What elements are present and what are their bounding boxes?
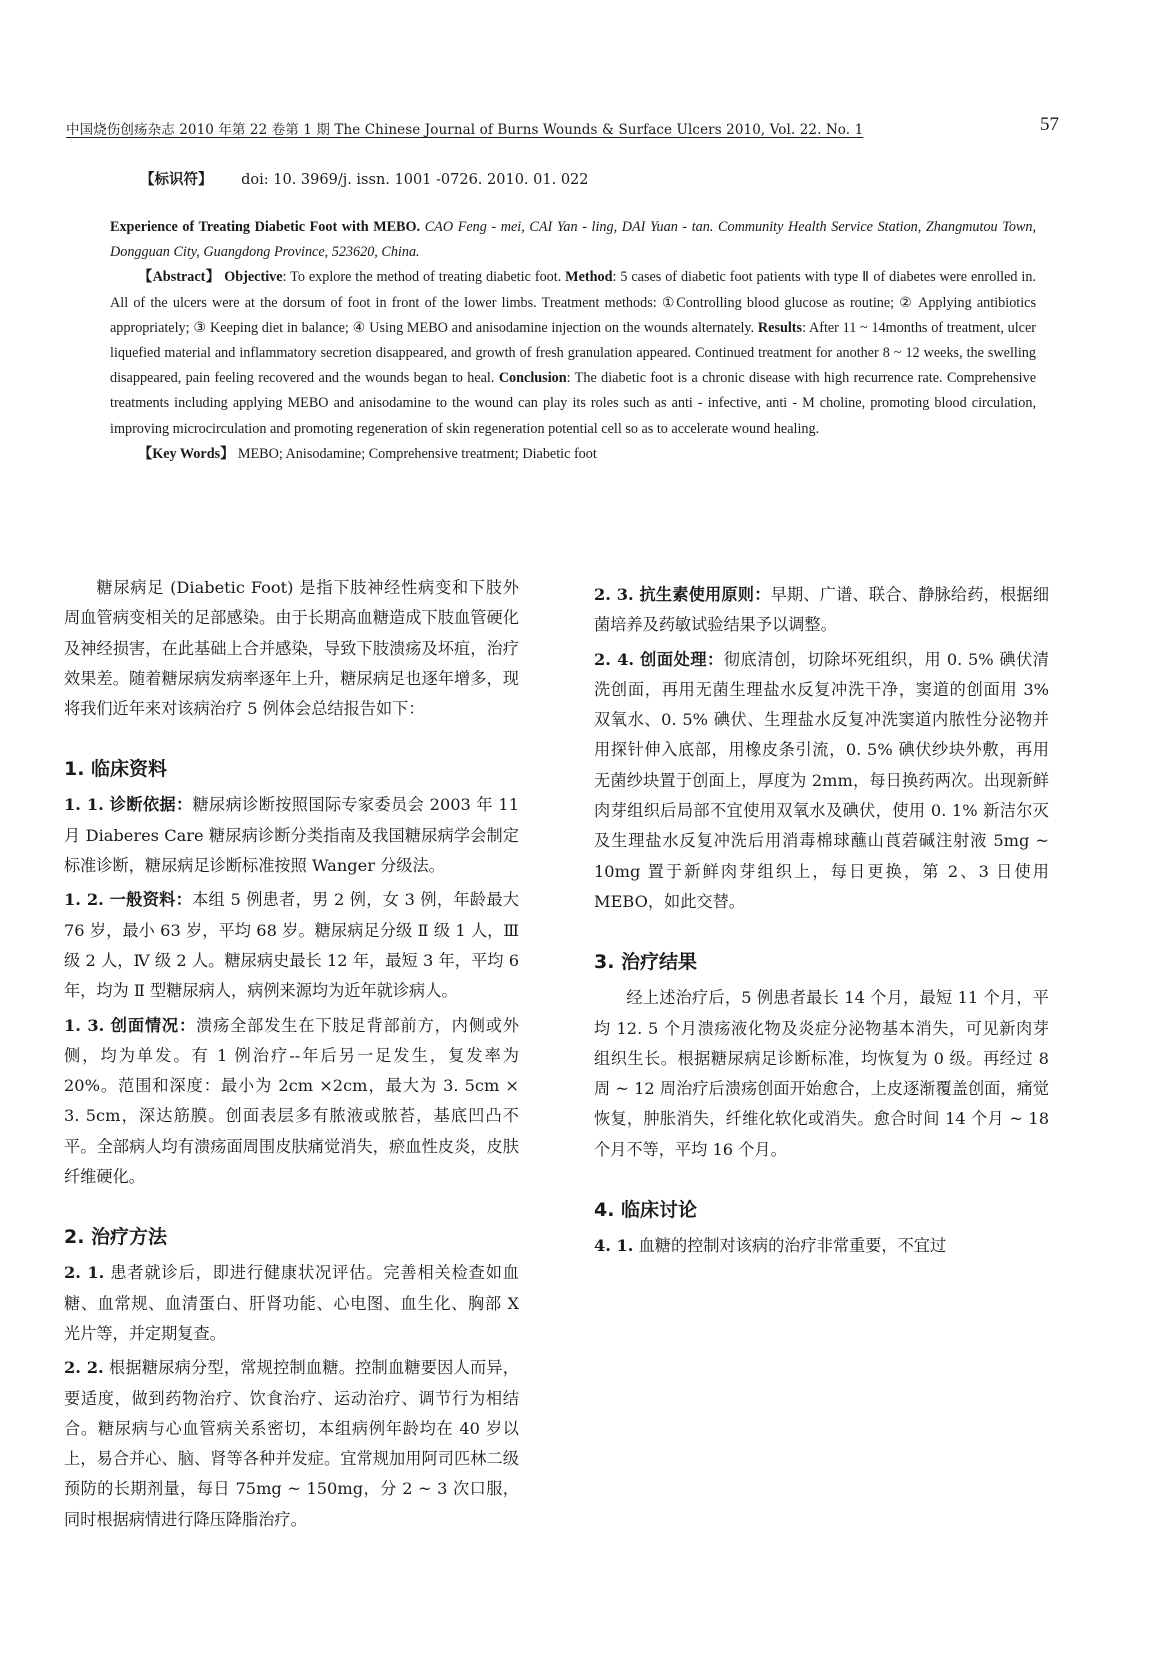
- section-4-1: [594, 1231, 1049, 1261]
- section-2-2-label: 2. 2.: [64, 1358, 104, 1378]
- doi-line: [140, 168, 589, 189]
- page-number: 57: [1040, 114, 1059, 135]
- section-2-2-text: 根据糖尿病分型，常规控制血糖。控制血糖要因人而异，要适度，做到药物治疗、饮食治疗、运动治疗、调节行为相结合。糖尿病与心血管病关系密切，本组病例年龄均在 40 岁以上，易合并心、脑、肾等各种并发症。宜常规加用阿司匹林二级预防的长期剂量，每日 75mg ~ 150mg，分 2 ~ 3 次口服，同时根据病情进行降压降脂治疗。: [64, 1358, 519, 1529]
- section-2-2: [64, 1353, 519, 1535]
- objective-label: Objective: [224, 269, 283, 286]
- section-1-3: [64, 1011, 519, 1193]
- abstract-tag: 【Abstract】: [138, 269, 221, 286]
- section-2-3-label: 2. 3. 抗生素使用原则：: [594, 585, 771, 604]
- section-1-2-label: 1. 2. 一般资料：: [64, 890, 193, 910]
- section-2-3-text: 早期、广谱、联合、静脉给药，根据细菌培养及药敏试验结果予以调整。: [594, 585, 1050, 635]
- section-4-heading: 4. 临床讨论: [594, 1199, 698, 1222]
- section-2-3: [594, 580, 1049, 641]
- section-1-1-label: 1. 1. 诊断依据：: [64, 795, 193, 815]
- results-label: Results: [757, 319, 803, 336]
- section-2-4: [594, 645, 1049, 918]
- section-2-1: [64, 1258, 519, 1349]
- conclusion-label: Conclusion: [498, 370, 567, 387]
- section-2-4-label: 2. 4. 创面处理：: [594, 649, 724, 669]
- section-4-1-label: 4. 1.: [594, 1236, 634, 1256]
- authors-affiliation: CAO Feng - mei, CAI Yan - ling, DAI Yuan - tan. Community Health Service Station, Zhangmutou Town, Dongguan City, Guangdong Province, 523620, China.: [110, 219, 1037, 261]
- section-1-3-text: 溃疡全部发生在下肢足背部前方，内侧或外侧，均为单发。有 1 例治疗--年后另一足发生，复发率为 20%。范围和深度：最小为 2cm ×2cm，最大为 3. 5cm × 3. 5cm，深达筋膜。创面表层多有脓液或脓苔，基底凹凸不平。全部病人均有溃疡面周围皮肤痛觉消失，瘀血性皮炎，皮肤纤维硬化。: [64, 1015, 520, 1187]
- objective-text: : To explore the method of treating diabetic foot.: [282, 269, 562, 286]
- keywords-text: MEBO; Anisodamine; Comprehensive treatment; Diabetic foot: [234, 445, 597, 462]
- section-1-2-text: 本组 5 例患者，男 2 例，女 3 例，年龄最大 76 岁，最小 63 岁，平均 68 岁。糖尿病足分级 Ⅱ 级 1 人，Ⅲ 级 2 人，Ⅳ 级 2 人。糖尿病史最长 12 年，最短 3 年，平均 6 年，均为 Ⅱ 型糖尿病人，病例来源均为近年就诊病人。: [64, 890, 519, 1001]
- method-label: Method: [565, 269, 613, 286]
- section-1-1-text: 糖尿病诊断按照国际专家委员会 2003 年 11 月 Diaberes Care 糖尿病诊断分类指南及我国糖尿病学会制定标准诊断，糖尿病足诊断标准按照 Wanger 分级法。: [64, 795, 519, 876]
- section-4-1-text: 血糖的控制对该病的治疗非常重要，不宜过: [633, 1236, 947, 1256]
- section-1-2: [64, 885, 519, 1006]
- abstract-title-block: [110, 215, 1036, 265]
- keywords-tag: 【Key Words】: [138, 445, 235, 462]
- section-1-3-label: 1. 3. 创面情况：: [64, 1015, 197, 1035]
- english-title: Experience of Treating Diabetic Foot with MEBO.: [110, 219, 421, 235]
- english-abstract: [110, 215, 1036, 467]
- abstract-body: [110, 265, 1036, 441]
- section-2-1-label: 2. 1.: [64, 1263, 105, 1283]
- running-head: 中国烧伤创疡杂志 2010 年第 22 卷第 1 期 The Chinese Journal of Burns Wounds & Surface Ulcers 2010, Vol. 22. No. 1: [66, 122, 864, 138]
- section-3-text: 经上述治疗后，5 例患者最长 14 个月，最短 11 个月，平均 12. 5 个月溃疡液化物及炎症分泌物基本消失，可见新肉芽组织生长。根据糖尿病足诊断标准，均恢复为 0 级。再经过 8 周 ~ 12 周治疗后溃疡创面开始愈合，上皮逐渐覆盖创面，痛觉恢复，肿胀消失，纤维化软化或消失。愈合时间 14 个月 ~ 18 个月不等，平均 16 个月。: [594, 988, 1049, 1159]
- section-2-1-text: 患者就诊后，即进行健康状况评估。完善相关检查如血糖、血常规、血清蛋白、肝肾功能、心电图、血生化、胸部 X 光片等，并定期复查。: [64, 1263, 519, 1343]
- keywords-line: [110, 442, 1036, 467]
- section-2-heading: 2. 治疗方法: [64, 1226, 168, 1249]
- conclusion-text: : The diabetic foot is a chronic disease with high recurrence rate. Comprehensive treatments including applying MEBO and anisodamine to the wound can play its roles such as anti - infective, anti - M choline, promoting blood circulation, improving microcirculation and promoting regeneration of skin regeneration potential cell so as to accelerate wound healing.: [110, 370, 1036, 437]
- results-text: : After 11 ~ 14months of treatment, ulcer liquefied material and inflammatory secretion disappeared, and growth of fresh granulation appeared. Continued treatment for another 8 ~ 12 weeks, the swelling disappeared, pain feeling recovered and the wounds began to heal.: [110, 319, 1036, 387]
- section-1-heading: 1. 临床资料: [64, 758, 168, 781]
- section-3-heading: 3. 治疗结果: [594, 951, 698, 974]
- left-column: [64, 573, 519, 1539]
- method-text: : 5 cases of diabetic foot patients with type Ⅱ of diabetes were enrolled in. All of the ulcers were at the dorsum of foot in front of the lower limbs. Treatment methods: ①Controlling blood glucose as routine; ② Applying antibiotics appropriately; ③ Keeping diet in balance; ④ Using MEBO and anisodamine injection on the wounds alternately.: [110, 269, 1036, 336]
- section-1-1: [64, 790, 519, 881]
- right-column: [594, 580, 1049, 1265]
- identifier-tag: 【标识符】: [140, 171, 213, 188]
- section-2-4-text: 彻底清创，切除坏死组织，用 0. 5% 碘伏清洗创面，再用无菌生理盐水反复冲洗干净，窦道的创面用 3% 双氧水、0. 5% 碘伏、生理盐水反复冲洗窦道内脓性分泌物并用探针伸入底部，用橡皮条引流，0. 5% 碘伏纱块外敷，再用无菌纱块置于创面上，厚度为 2mm，每日换药两次。出现新鲜肉芽组织后局部不宜使用双氧水及碘伏，使用 0. 1% 新洁尔灭及生理盐水反复冲洗后用消毒棉球蘸山莨菪碱注射液 5mg ~ 10mg 置于新鲜肉芽组织上，每日更换，第 2、3 日使用 MEBO，如此交替。: [594, 649, 1049, 911]
- intro-paragraph: 糖尿病足 (Diabetic Foot) 是指下肢神经性病变和下肢外周血管病变相关的足部感染。由于长期高血糖造成下肢血管硬化及神经损害，在此基础上合并感染，导致下肢溃疡及坏疽，治疗效果差。随着糖尿病发病率逐年上升，糖尿病足也逐年增多，现将我们近年来对该病治疗 5 例体会总结报告如下：: [64, 578, 519, 719]
- doi-text: doi: 10. 3969/j. issn. 1001 -0726. 2010. 01. 022: [241, 172, 589, 188]
